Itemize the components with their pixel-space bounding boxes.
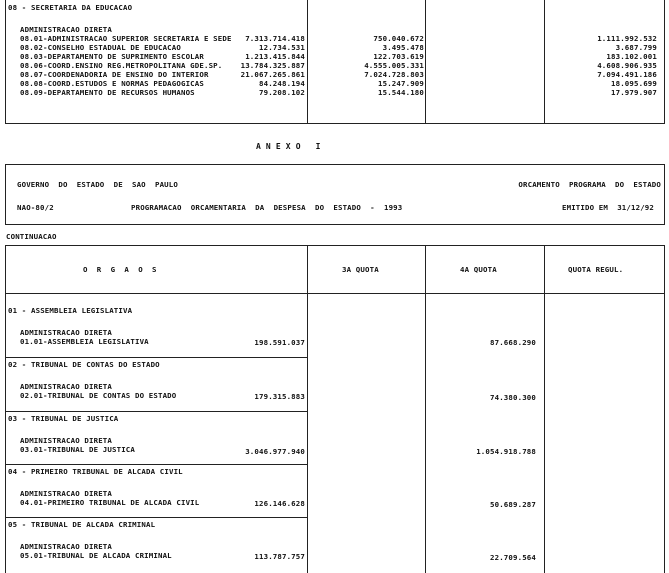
column-header-3a-quota: 3A QUOTA <box>342 265 379 274</box>
row-value-2: 750.040.672 <box>373 34 424 43</box>
section-rule <box>5 464 307 465</box>
main-col-divider-3 <box>544 245 545 573</box>
row-label: 08.09-DEPARTAMENTO DE RECURSOS HUMANOS <box>20 88 195 97</box>
row-value-2: 3.495.478 <box>382 43 424 52</box>
row-value-3: 17.979.907 <box>611 88 657 97</box>
section-admin: ADMINISTRACAO DIRETA <box>20 382 112 391</box>
row-value-1: 21.067.265.861 <box>240 70 305 79</box>
section-3a-value: 179.315.883 <box>254 392 305 401</box>
section-title: 05 - TRIBUNAL DE ALCADA CRIMINAL <box>8 520 156 529</box>
row-value-2: 122.703.619 <box>373 52 424 61</box>
row-value-1: 84.248.194 <box>259 79 305 88</box>
row-value-3: 183.102.001 <box>606 52 657 61</box>
top-col-divider-1 <box>307 0 308 124</box>
section-3a-value: 126.146.628 <box>254 499 305 508</box>
section-row-label: 01.01-ASSEMBLEIA LEGISLATIVA <box>20 337 149 346</box>
section-4a-value: 87.668.290 <box>490 338 536 347</box>
main-col-divider-1 <box>307 245 308 573</box>
column-header-quota-regul: QUOTA REGUL. <box>568 265 624 274</box>
top-col-divider-right <box>664 0 665 124</box>
row-label: 08.07-COORDENADORIA DE ENSINO DO INTERIOR <box>20 70 209 79</box>
row-value-1: 12.734.531 <box>259 43 305 52</box>
main-col-divider-2 <box>425 245 426 573</box>
section-title: 04 - PRIMEIRO TRIBUNAL DE ALCADA CIVIL <box>8 467 183 476</box>
column-header-orgaos: O R G A O S <box>83 265 157 274</box>
row-value-2: 15.247.909 <box>378 79 424 88</box>
row-value-3: 18.095.699 <box>611 79 657 88</box>
section-3a-value: 198.591.037 <box>254 338 305 347</box>
top-col-divider-3 <box>544 0 545 124</box>
header-emission-date: EMITIDO EM 31/12/92 <box>562 203 654 212</box>
section-rule <box>5 411 307 412</box>
section-admin: ADMINISTRACAO DIRETA <box>20 328 112 337</box>
section-row-label: 03.01-TRIBUNAL DE JUSTICA <box>20 445 135 454</box>
top-section-title: 08 - SECRETARIA DA EDUCACAO <box>8 3 133 12</box>
header-code: NAO-80/2 <box>17 203 54 212</box>
column-header-4a-quota: 4A QUOTA <box>460 265 497 274</box>
row-label: 08.03-DEPARTAMENTO DE SUPRIMENTO ESCOLAR <box>20 52 204 61</box>
section-row-label: 05.01-TRIBUNAL DE ALCADA CRIMINAL <box>20 551 172 560</box>
row-value-1: 13.784.325.887 <box>240 61 305 70</box>
main-col-right <box>664 245 665 573</box>
section-3a-value: 3.046.977.940 <box>245 447 305 456</box>
section-4a-value: 1.054.918.788 <box>476 447 536 456</box>
section-title: 02 - TRIBUNAL DE CONTAS DO ESTADO <box>8 360 160 369</box>
row-label: 08.01-ADMINISTRACAO SUPERIOR SECRETARIA E SEDE <box>20 34 232 43</box>
top-admin-label: ADMINISTRACAO DIRETA <box>20 25 112 34</box>
row-value-2: 4.555.005.331 <box>364 61 424 70</box>
row-value-1: 7.313.714.418 <box>245 34 305 43</box>
row-value-3: 1.111.992.532 <box>597 34 657 43</box>
section-admin: ADMINISTRACAO DIRETA <box>20 542 112 551</box>
row-value-2: 15.544.180 <box>378 88 424 97</box>
section-4a-value: 50.689.287 <box>490 500 536 509</box>
section-row-label: 04.01-PRIMEIRO TRIBUNAL DE ALCADA CIVIL <box>20 498 200 507</box>
section-3a-value: 113.787.757 <box>254 552 305 561</box>
top-table-bottom-rule <box>5 123 665 124</box>
row-value-3: 3.687.799 <box>615 43 657 52</box>
header-program: ORCAMENTO PROGRAMA DO ESTADO <box>518 180 661 189</box>
top-col-divider-left <box>5 0 6 124</box>
section-rule <box>5 357 307 358</box>
row-label: 08.08-COORD.ESTUDOS E NORMAS PEDAGOGICAS <box>20 79 204 88</box>
section-title: 03 - TRIBUNAL DE JUSTICA <box>8 414 119 423</box>
row-label: 08.02-CONSELHO ESTADUAL DE EDUCACAO <box>20 43 181 52</box>
row-value-3: 7.094.491.186 <box>597 70 657 79</box>
top-col-divider-2 <box>425 0 426 124</box>
row-label: 08.06-COORD.ENSINO REG.METROPOLITANA GDE.SP. <box>20 61 223 70</box>
main-col-left <box>5 245 6 573</box>
row-value-1: 1.213.415.844 <box>245 52 305 61</box>
section-title: 01 - ASSEMBLEIA LEGISLATIVA <box>8 306 133 315</box>
main-table-header-rule <box>5 293 665 294</box>
row-value-2: 7.024.728.803 <box>364 70 424 79</box>
section-admin: ADMINISTRACAO DIRETA <box>20 436 112 445</box>
header-government: GOVERNO DO ESTADO DE SAO PAULO <box>17 180 178 189</box>
header-title: PROGRAMACAO ORCAMENTARIA DA DESPESA DO ESTADO - 1993 <box>131 203 403 212</box>
section-4a-value: 74.380.300 <box>490 393 536 402</box>
section-4a-value: 22.709.564 <box>490 553 536 562</box>
row-value-1: 79.208.102 <box>259 88 305 97</box>
section-row-label: 02.01-TRIBUNAL DE CONTAS DO ESTADO <box>20 391 177 400</box>
main-table-top-rule <box>5 245 665 246</box>
section-admin: ADMINISTRACAO DIRETA <box>20 489 112 498</box>
anexo-title: A N E X O I <box>256 142 321 151</box>
report-header-box <box>5 164 665 225</box>
continuacao-label: CONTINUACAO <box>6 232 57 241</box>
section-rule <box>5 517 307 518</box>
row-value-3: 4.608.906.935 <box>597 61 657 70</box>
